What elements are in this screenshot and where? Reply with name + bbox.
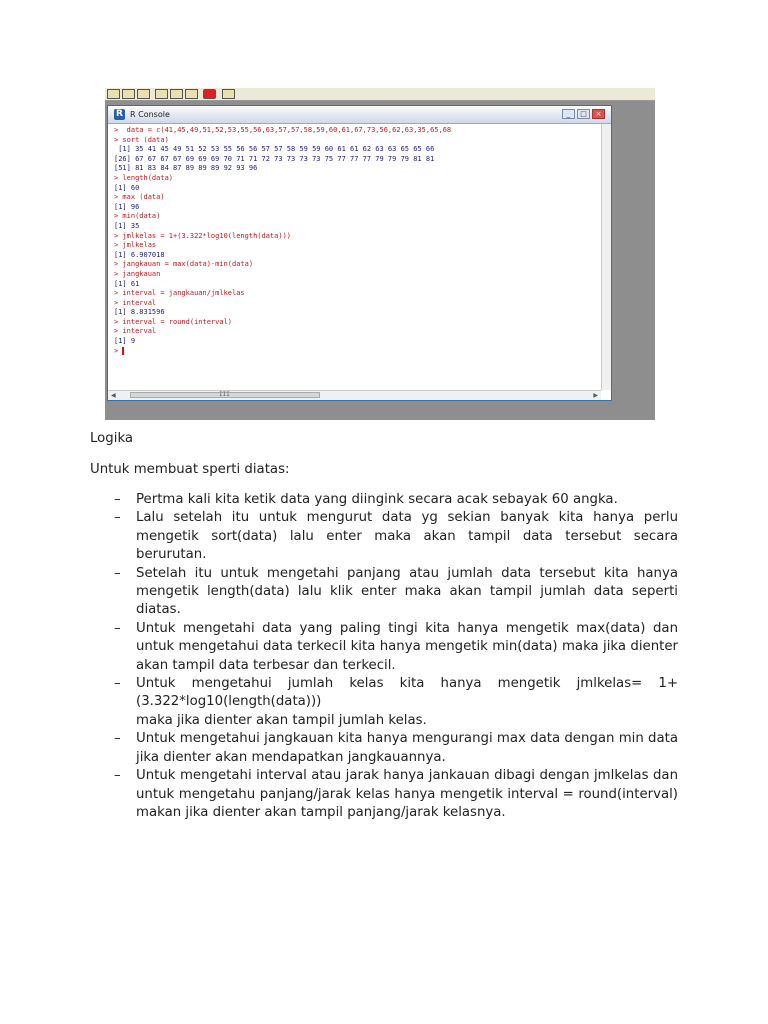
- console-output-line: [1] 96: [114, 202, 140, 211]
- refresh-icon[interactable]: [185, 89, 198, 99]
- step-text: Untuk mengetahui jangkauan kita hanya mengurangi max data dengan min data jika dienter akan mendapatkan jangkauannya.: [136, 731, 678, 765]
- toolbar: [105, 88, 655, 101]
- console-command-line: > length(data): [114, 173, 174, 182]
- text-cursor: [122, 347, 124, 355]
- window-titlebar: [108, 106, 611, 124]
- bullet-dash: –: [114, 510, 121, 526]
- list-item: [90, 767, 678, 822]
- paste-icon[interactable]: [170, 89, 183, 99]
- copy-icon[interactable]: [155, 89, 168, 99]
- list-item: [90, 730, 678, 767]
- bullet-dash: –: [114, 492, 121, 507]
- console-command-line: > interval = jangkauan/jmlkelas: [114, 289, 245, 298]
- console-command-line: > max (data): [114, 193, 165, 202]
- console-command-line: > interval = round(interval): [114, 317, 233, 326]
- scrollbar-thumb[interactable]: [130, 392, 320, 398]
- console-output[interactable]: [108, 124, 601, 390]
- open-icon[interactable]: [107, 89, 120, 99]
- console-output-line: [1] 6.907018: [114, 250, 165, 259]
- console-output-line: [26] 67 67 67 67 69 69 69 70 71 71 72 73 73 73 73 75 77 77 77 79 79 79 81 81: [114, 154, 435, 163]
- console-output-line: [1] 35: [114, 221, 140, 230]
- bullet-dash: –: [114, 676, 121, 692]
- console-output-line: [1] 60: [114, 183, 140, 192]
- window-title: R Console: [130, 110, 170, 119]
- console-output-line: [1] 35 41 45 49 51 52 53 55 56 56 57 57 58 59 59 60 61 61 62 63 63 65 65 66: [114, 145, 435, 154]
- list-item: [90, 509, 678, 564]
- thumb-grip: III: [219, 391, 230, 398]
- prompt-symbol: >: [114, 346, 123, 355]
- console-output-line: [1] 9: [114, 337, 136, 346]
- list-item: [90, 491, 678, 509]
- list-item: [90, 620, 678, 675]
- bullet-dash: –: [114, 768, 121, 784]
- list-item: [90, 565, 678, 620]
- help-icon[interactable]: [222, 89, 235, 99]
- step-text: Lalu setelah itu untuk mengurut data yg sekian banyak kita hanya perlu mengetik sort(data) lalu enter maka akan tampil data tersebut secara berurutan.: [136, 510, 678, 563]
- r-console-window: [107, 105, 612, 401]
- r-console-screenshot: [105, 88, 655, 420]
- close-icon[interactable]: ×: [592, 109, 605, 119]
- save-icon[interactable]: [122, 89, 135, 99]
- horizontal-scrollbar[interactable]: [108, 390, 601, 400]
- print-icon[interactable]: [137, 89, 150, 99]
- steps-list: [90, 491, 678, 822]
- bullet-dash: –: [114, 565, 121, 581]
- step-text: Untuk mengetahi interval atau jarak hanya jankauan dibagi dengan jmlkelas dan untuk mengetahu panjang/jarak kelas hanya mengetik interval = round(interval) makan jika dienter akan tampil panjang/jarak kelasnya.: [136, 768, 678, 820]
- console-output-line: [1] 61: [114, 279, 140, 288]
- step-text: Untuk mengetahui jumlah kelas kita hanya mengetik jmlkelas= 1+(3.322*log10(length(data))): [136, 676, 678, 710]
- maximize-icon[interactable]: □: [577, 109, 590, 119]
- console-command-line: > min(data): [114, 212, 161, 221]
- intro-paragraph: Untuk membuat sperti diatas:: [90, 462, 290, 477]
- console-command-line: > jangkauan: [114, 269, 161, 278]
- console-output-line: [1] 8.831596: [114, 308, 165, 317]
- console-command-line: > jmlkelas: [114, 241, 157, 250]
- stop-icon[interactable]: [203, 89, 216, 99]
- console-command-line: > interval: [114, 327, 157, 336]
- bullet-dash: –: [114, 731, 121, 747]
- console-prompt[interactable]: [114, 347, 601, 357]
- r-logo-icon: R: [114, 109, 125, 120]
- vertical-scrollbar[interactable]: [601, 124, 611, 390]
- bullet-dash: –: [114, 620, 121, 636]
- scroll-left-icon[interactable]: ◀: [111, 392, 116, 399]
- console-command-line: > jangkauan = max(data)-min(data): [114, 260, 254, 269]
- scroll-right-icon[interactable]: ▶: [593, 392, 598, 399]
- section-heading: Logika: [90, 431, 134, 446]
- console-command-line: > jmlkelas = 1+(3.322*log10(length(data))): [114, 231, 292, 240]
- console-output-line: [51] 81 83 84 87 89 89 89 92 93 96: [114, 164, 258, 173]
- step-text: Untuk mengetahi data yang paling tingi kita hanya mengetik max(data) dan untuk mengetahui data terkecil kita hanya mengetik min(data) maka jika dienter akan tampil data terbesar dan terkecil.: [136, 620, 678, 673]
- console-command-line: > interval: [114, 298, 157, 307]
- list-item: [90, 675, 678, 730]
- step-continuation: maka jika dienter akan tampil jumlah kelas.: [136, 712, 427, 728]
- minimize-icon[interactable]: _: [562, 109, 575, 119]
- step-text: Pertma kali kita ketik data yang diingink secara acak sebayak 60 angka.: [136, 492, 618, 507]
- console-command-line: > data = c(41,45,49,51,52,53,55,56,63,57,57,58,59,60,61,67,73,56,62,63,35,65,68: [114, 126, 452, 134]
- step-text: Setelah itu untuk mengetahi panjang atau jumlah data tersebut kita hanya mengetik length(data) lalu klik enter maka akan tampil jumlah data seperti diatas.: [136, 565, 678, 618]
- console-command-line: > sort (data): [114, 135, 169, 144]
